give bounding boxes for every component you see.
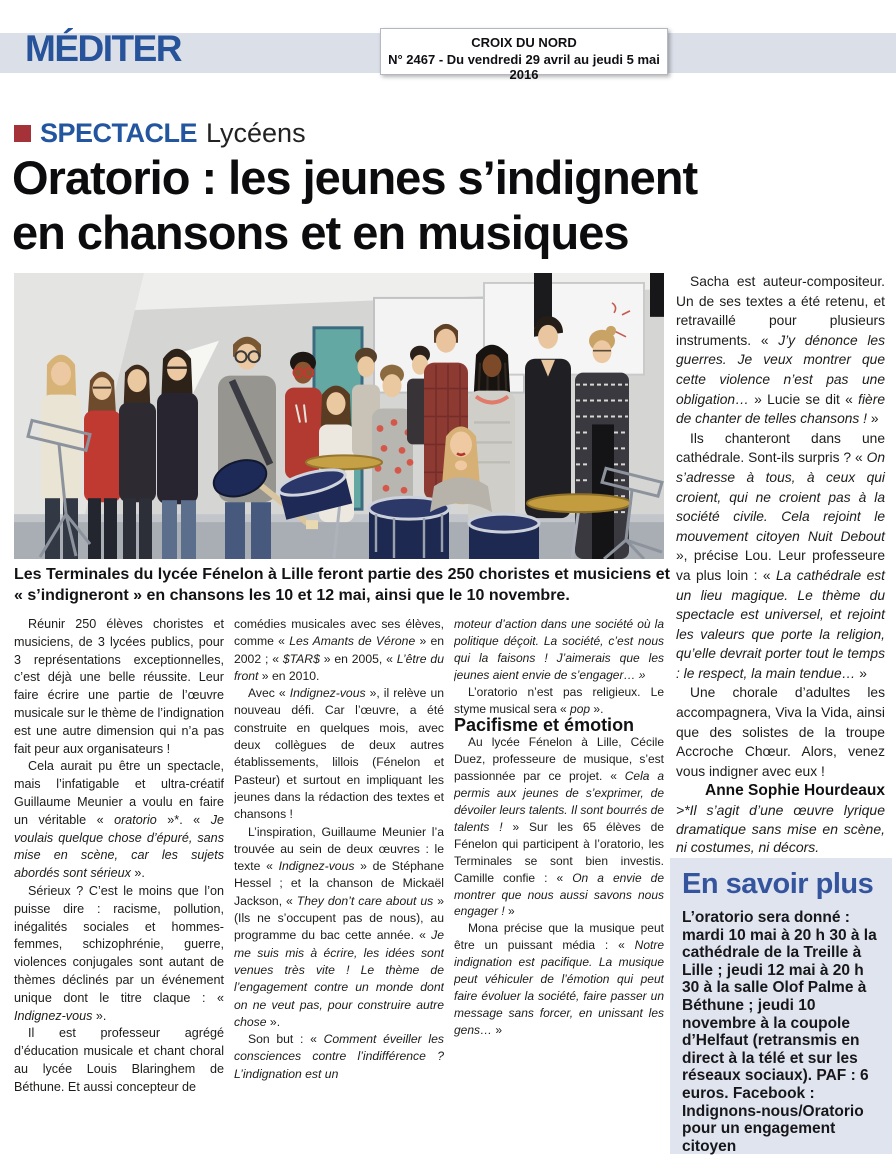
- paragraph: Cela aurait pu être un spectacle, mais l’infatigable et ultra-créatif Guillaume Meunier a voulu en faire un véritable « oratorio »*. « Je voulais quelque chose d’épuré, sans mise en scène, car les sujets abordés sont sérieux ».: [14, 759, 224, 881]
- paragraph: Sacha est auteur-compositeur. Un de ses textes a été retenu, et retravaillé pour plusieurs instruments. « J’y dénonce les guerres. Je veux montrer que cette violence n’est pas une obligation… » Lucie se dit « fière de chanter de telles chansons ! »: [676, 274, 885, 427]
- subhead-pacifisme: Pacifisme et émotion: [454, 715, 635, 736]
- article-column-2: [234, 616, 444, 1169]
- paper-name: CROIX DU NORD: [471, 35, 577, 50]
- more-info-body: L’oratorio sera donné : mardi 10 mai à 20 h 30 à la cathédrale de la Treille à Lille ; jeudi 12 mai à 20 h 30 à la salle Olof Palme à Béthune ; jeudi 10 novembre à la coupole d’Helfaut (retransmis en direct à la télé et sur les réseaux sociaux). PAF : 6 euros. Facebook : Indignons-nous/Oratorio pour un engagement citoyen: [682, 909, 877, 1155]
- red-square-bullet-icon: [14, 125, 31, 142]
- headline: [12, 150, 872, 260]
- kicker-subtitle: Lycéens: [206, 117, 306, 148]
- paragraph: L’inspiration, Guillaume Meunier l’a trouvée au sein de deux œuvres : le texte « Indignez-vous » de Stéphane Hessel ; et la chanson de Mickaël Jackson, « They don’t care about us » (Ils ne s’occupent pas de nous), au programme du bac cette année. « Je me suis mis à écrire, les idées sont venues très vite ! Le thème de l’engagement contre un monde dont on ne veut pas, pour construire autre chose ».: [234, 824, 444, 1029]
- paragraph: Son but : « Comment éveiller les consciences contre l’indifférence ? L’indignation est un: [234, 1032, 444, 1081]
- paragraph: Il est professeur agrégé d’éducation musicale et chant choral au lycée Louis Blaringhem de Béthune. Et aussi concepteur de: [14, 1026, 224, 1094]
- paragraph: Réunir 250 élèves choristes et musiciens, de 3 lycées publics, pour 3 représentations exceptionnelles, c’est déjà une belle réussite. Leur faire écrire une partie de l’œuvre musicale sur le thème de l’indignation est une autre dimension qui n’a pas fait peur aux organisateurs !: [14, 617, 224, 756]
- more-info-box: [670, 858, 892, 1154]
- headline-line-1: Oratorio : les jeunes s’indignent: [12, 151, 698, 204]
- more-info-title: En savoir plus: [682, 868, 874, 900]
- article-column-1: [14, 616, 224, 1169]
- paragraph: L’oratorio n’est pas religieux. Le styme musical sera « pop ».: [454, 684, 664, 716]
- footnote: >*Il s’agit d’une œuvre lyrique dramatique sans mise en scène, ni costumes, ni décors.: [676, 802, 885, 856]
- kicker-category: SPECTACLE: [40, 117, 198, 148]
- article-photo: [14, 273, 664, 559]
- photo-caption: Les Terminales du lycée Fénelon à Lille feront partie des 250 choristes et musiciens et « s’indigneront » en chansons les 10 et 12 mai, ainsi que le 10 novembre.: [14, 566, 670, 604]
- kicker: [14, 118, 306, 148]
- paragraph: comédies musicales avec ses élèves, comme « Les Amants de Vérone » en 2002 ; « $TAR$ » en 2005, « L’être du front » en 2010.: [234, 617, 444, 683]
- author-byline: Anne Sophie Hourdeaux: [705, 782, 885, 800]
- paragraph: Sérieux ? C’est le moins que l’on puisse dire : racisme, pollution, inégalités sociales et hommes-femmes, schizophrénie, guerre, violences conjugales sont autant de thèmes déclinés par un événement unique dont le titre claque : « Indignez-vous ».: [14, 883, 224, 1023]
- paragraph: moteur d’action dans une société où la politique déçoit. La société, c’est nous qui la faisons ! J’aimerais que les jeunes aient envie de s’engager… »: [454, 617, 664, 682]
- paragraph: Une chorale d’adultes les accompagnera, Viva la Vida, ainsi que des solistes de la troupe Accroche Chœur. Alors, venez vous indigner avec eux !: [676, 685, 885, 779]
- masthead-section-title: MÉDITER: [25, 28, 181, 69]
- paragraph: Au lycée Fénelon à Lille, Cécile Duez, professeure de musique, s’est passionnée par ce projet. « Cela a permis aux jeunes de s’exprimer, de dévoiler leurs talents. Il sont bourrés de talents ! » Sur les 65 élèves de Fénelon qui participent à l’oratorio, les Terminales se sont bien investis. Camille confie : « On a envie de montrer que nous aussi savons nous engager ! »: [454, 735, 664, 919]
- issue-number: N° 2467 - Du vendredi 29 avril au jeudi 5 mai 2016: [388, 52, 660, 82]
- issue-box: [380, 28, 668, 82]
- headline-line-2: en chansons et en musiques: [12, 206, 629, 259]
- paragraph: Mona précise que la musique peut être un puissant média : « Notre indignation est pacifique. La musique peut véhiculer de l’émotion qui peut faire évoluer la société, faire passer un message sans forcer, en unissant les gens… »: [454, 921, 664, 1037]
- photo-illustration: [14, 273, 664, 559]
- paragraph: Avec « Indignez-vous », il relève un nouveau défi. Car l’œuvre, a été construite en quelques mois, avec deux collègues de deux autres établissements, lillois (Fénelon et Pasteur) et surtout en impliquant les jeunes dans la rédaction des textes et chansons !: [234, 686, 444, 822]
- article-column-4: [676, 272, 885, 857]
- paragraph: Ils chanteront dans une cathédrale. Sont-ils surpris ? « On s’adresse à tous, à ceux qui croient, qui ne croient pas à la société civile. Cela rejoint le mouvement citoyen Nuit Debout », précise Lou. Leur professeure va plus loin : « La cathédrale est un lieu magique. Le thème du spectacle est universel, et rejoint les valeurs que porte la religion, qu’elle devrait porter tout le temps : le respect, la main tendue… »: [676, 430, 885, 681]
- article-column-3: [454, 616, 664, 1169]
